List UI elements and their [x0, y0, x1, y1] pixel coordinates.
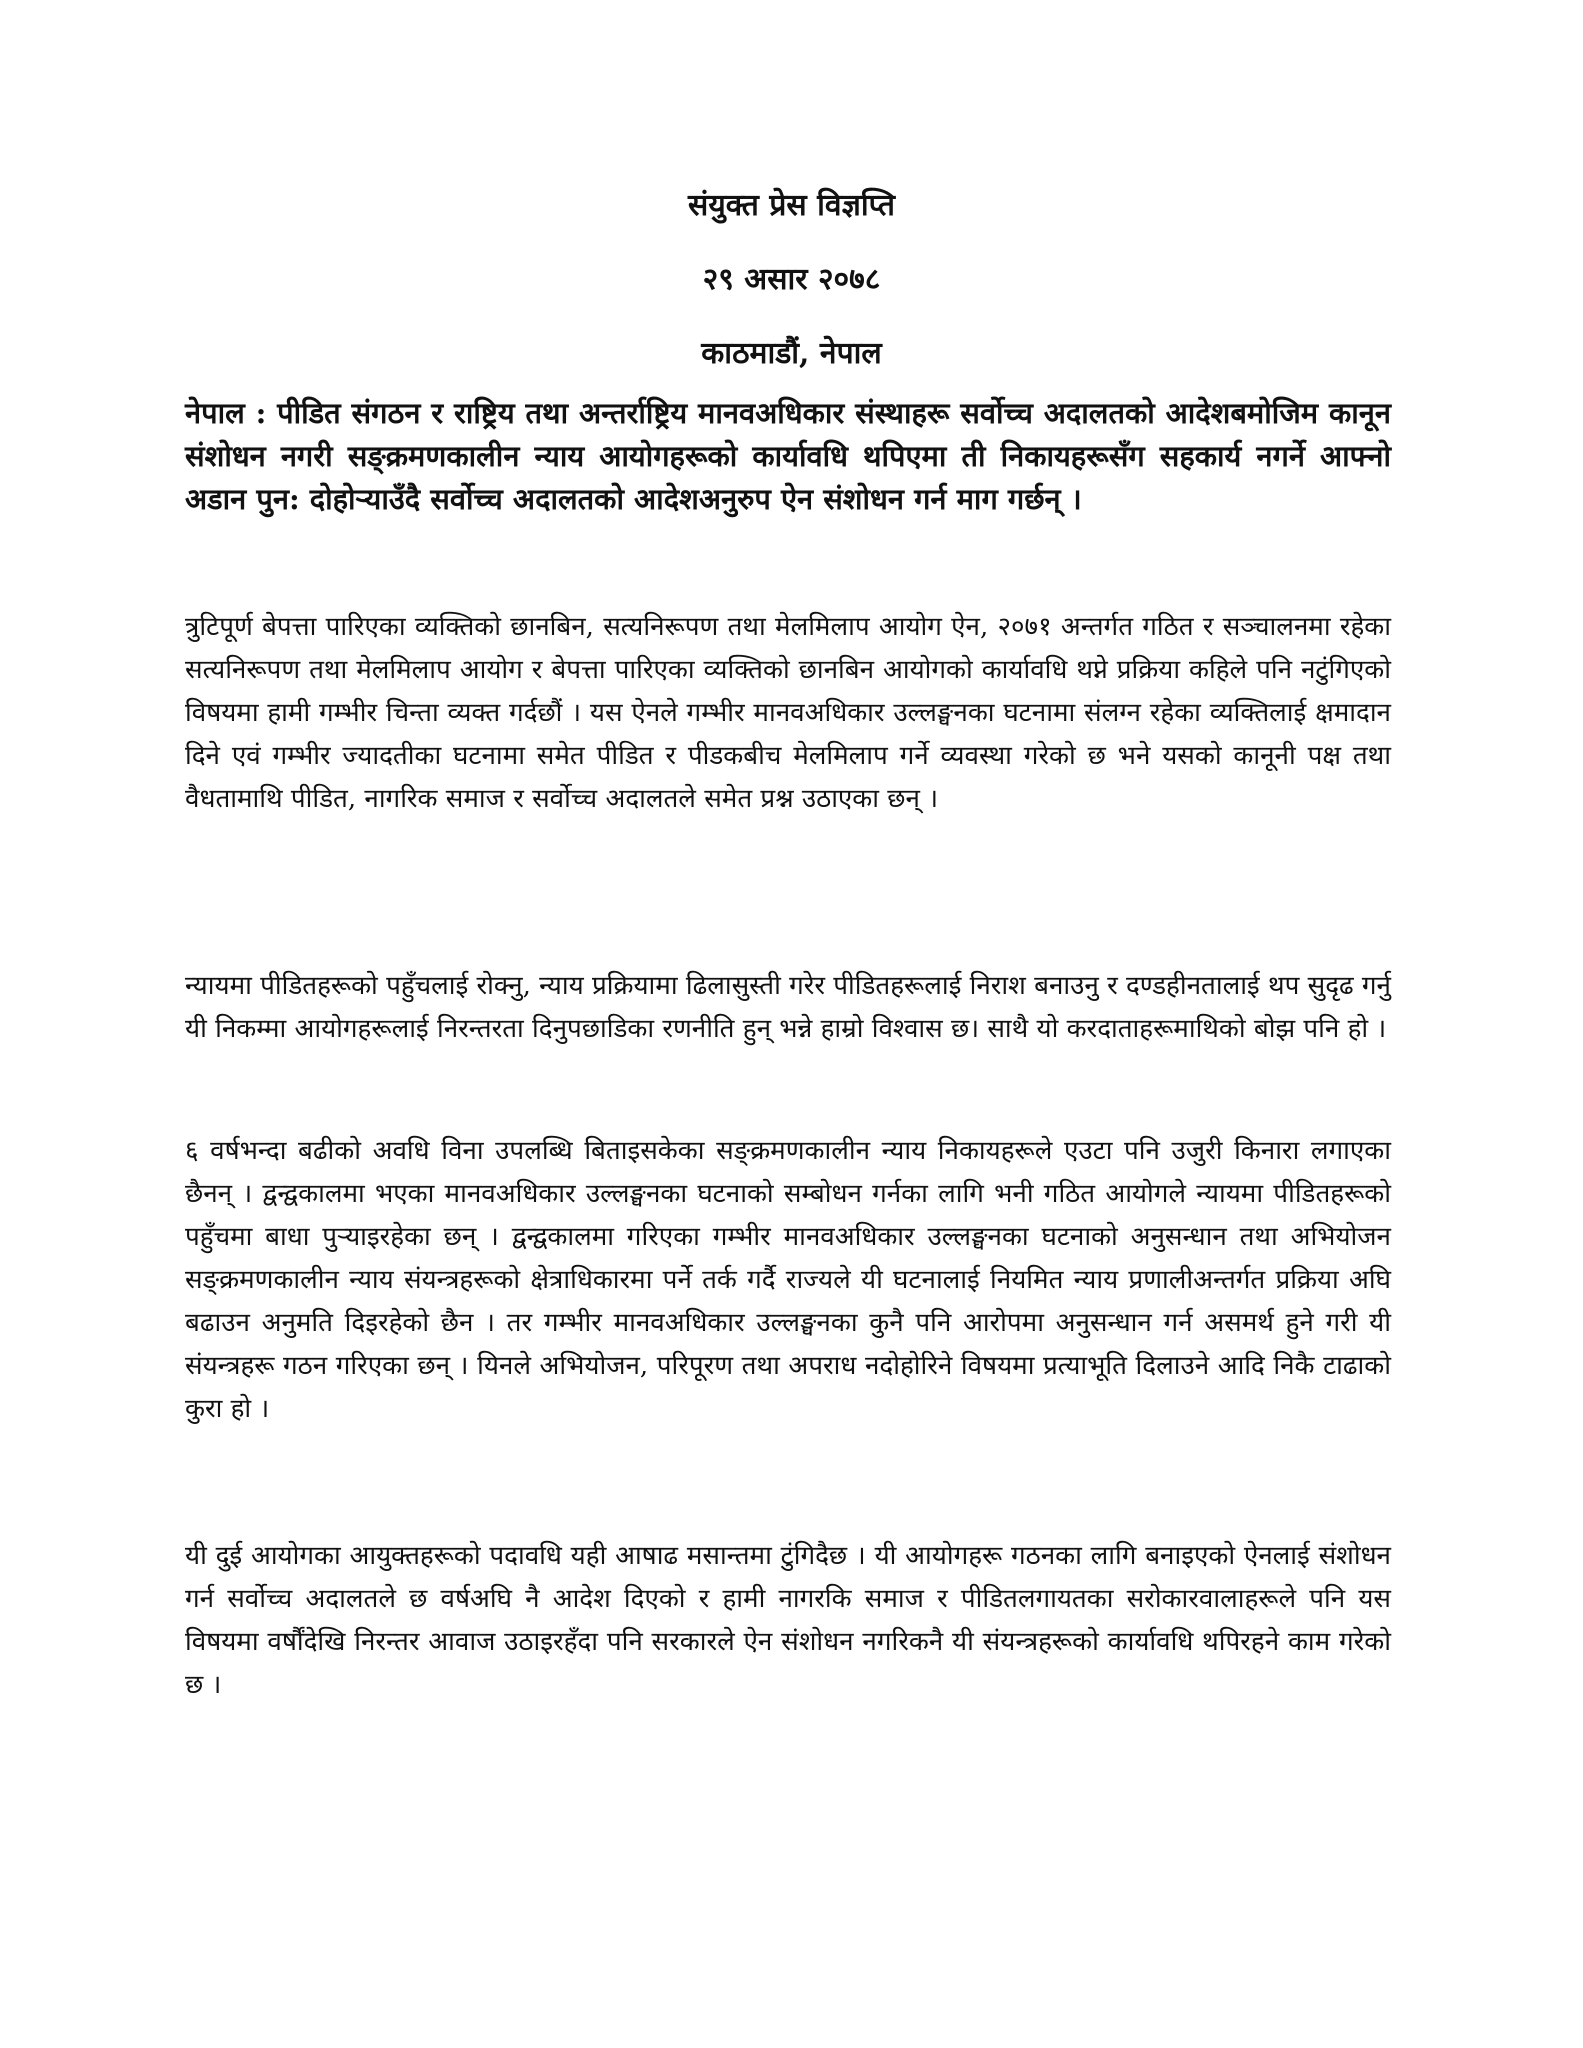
body-paragraph-4: यी दुई आयोगका आयुक्तहरूको पदावधि यही आषाढ मसान्तमा टुंगिदैछ । यी आयोगहरू गठनका लागि बनाइएको ऐनलाई संशोधन गर्न सर्वोच्च अदालतले छ वर्षअघि नै आदेश दिएको र हामी नागरकि समाज र पीडितलगायतका सरोकारवालाहरूले पनि यस विषयमा वर्षौंदेखि निरन्तर आवाज उठाइरहँदा पनि सरकारले ऐन संशोधन नगरिकनै यी संयन्त्रहरूको कार्यावधि थपिरहने काम गरेको छ । — [185, 1541, 1391, 1700]
document-date: २९ असार २०७८ — [702, 262, 881, 297]
body-paragraph-1: त्रुटिपूर्ण बेपत्ता पारिएका व्यक्तिको छानबिन, सत्यनिरूपण तथा मेलमिलाप आयोग ऐन, २०७१ अन्तर्गत गठित र सञ्चालनमा रहेका सत्यनिरूपण तथा मेलमिलाप आयोग र बेपत्ता पारिएका व्यक्तिको छानबिन आयोगको कार्यावधि थप्ने प्रक्रिया कहिले पनि नटुंगिएको विषयमा हामी गम्भीर चिन्ता व्यक्त गर्दछौं । यस ऐनले गम्भीर मानवअधिकार उल्लङ्घनका घटनामा संलग्न रहेका व्यक्तिलाई क्षमादान दिने एवं गम्भीर ज्यादतीका घटनामा समेत पीडित र पीडकबीच मेलमिलाप गर्ने व्यवस्था गरेको छ भने यसको कानूनी पक्ष तथा वैधतामाथि पीडित, नागरिक समाज र सर्वोच्च अदालतले समेत प्रश्न उठाएका छन् । — [185, 612, 1391, 814]
document-title: संयुक्त प्रेस विज्ञप्ति — [688, 188, 895, 223]
body-paragraph-2: न्यायमा पीडितहरूको पहुँचलाई रोक्नु, न्याय प्रक्रियामा ढिलासुस्ती गरेर पीडितहरूलाई निराश बनाउनु र दण्डहीनतालाई थप सुदृढ गर्नु यी निकम्मा आयोगहरूलाई निरन्तरता दिनुपछाडिका रणनीति हुन् भन्ने हाम्रो विश्वास छ। साथै यो करदाताहरूमाथिको बोझ पनि हो । — [185, 971, 1391, 1044]
document-place: काठमाडौं, नेपाल — [701, 336, 882, 371]
headline: नेपाल : पीडित संगठन र राष्ट्रिय तथा अन्तर्राष्ट्रिय मानवअधिकार संस्थाहरू सर्वोच्च अदालतको आदेशबमोजिम कानून संशोधन नगरी सङ्क्रमणकालीन न्याय आयोगहरूको कार्यावधि थपिएमा ती निकायहरूसँग सहकार्य नगर्ने आफ्नो अडान पुन: दोहोऱ्याउँदै सर्वोच्च अदालतको आदेशअनुरुप ऐन संशोधन गर्न माग गर्छन् । — [185, 396, 1391, 516]
body-paragraph-3: ६ वर्षभन्दा बढीको अवधि विना उपलब्धि बिताइसकेका सङ्क्रमणकालीन न्याय निकायहरूले एउटा पनि उजुरी किनारा लगाएका छैनन् । द्वन्द्वकालमा भएका मानवअधिकार उल्लङ्घनका घटनाको सम्बोधन गर्नका लागि भनी गठित आयोगले न्यायमा पीडितहरूको पहुँचमा बाधा पुऱ्याइरहेका छन् । द्वन्द्वकालमा गरिएका गम्भीर मानवअधिकार उल्लङ्घनका घटनाको अनुसन्धान तथा अभियोजन सङ्क्रमणकालीन न्याय संयन्त्रहरूको क्षेत्राधिकारमा पर्ने तर्क गर्दै राज्यले यी घटनालाई नियमित न्याय प्रणालीअन्तर्गत प्रक्रिया अघि बढाउन अनुमति दिइरहेको छैन । तर गम्भीर मानवअधिकार उल्लङ्घनका कुनै पनि आरोपमा अनुसन्धान गर्न असमर्थ हुने गरी यी संयन्त्रहरू गठन गरिएका छन् । यिनले अभियोजन, परिपूरण तथा अपराध नदोहोरिने विषयमा प्रत्याभूति दिलाउने आदि निकै टाढाको कुरा हो । — [185, 1136, 1392, 1424]
